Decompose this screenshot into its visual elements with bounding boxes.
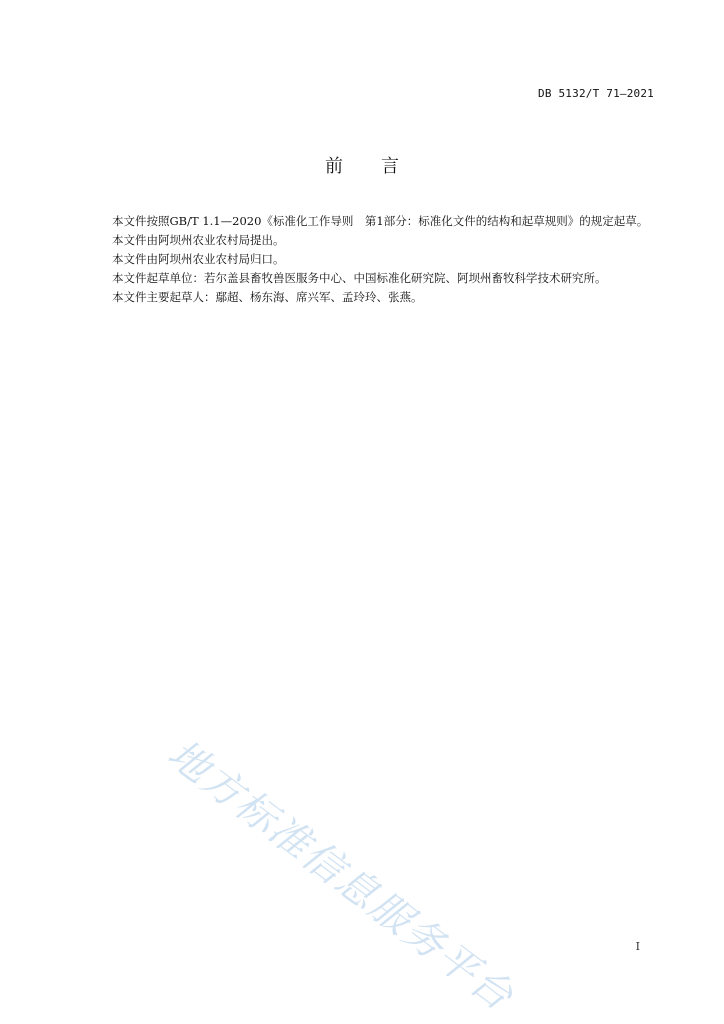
document-code: DB 5132/T 71—2021 — [538, 87, 654, 100]
section-title: 前言 — [325, 156, 437, 177]
paragraph-drafters: 本文件主要起草人：鄢超、杨东海、席兴军、孟玲玲、张燕。 — [112, 290, 423, 304]
watermark-text: 地方标准信息服务平台 — [159, 730, 523, 1021]
paragraph-drafting-units: 本文件起草单位：若尔盖县畜牧兽医服务中心、中国标准化研究院、阿坝州畜牧科学技术研究所。 — [112, 271, 607, 285]
page-number: I — [635, 940, 640, 953]
paragraph-proposer: 本文件由阿坝州农业农村局提出。 — [112, 233, 285, 247]
foreword-body — [88, 212, 656, 307]
paragraph-administrator: 本文件由阿坝州农业农村局归口。 — [112, 252, 285, 266]
paragraph-drafting-rules: 本文件按照GB/T 1.1—2020《标准化工作导则 第1部分：标准化文件的结构和起草规则》的规定起草。 — [112, 214, 649, 228]
